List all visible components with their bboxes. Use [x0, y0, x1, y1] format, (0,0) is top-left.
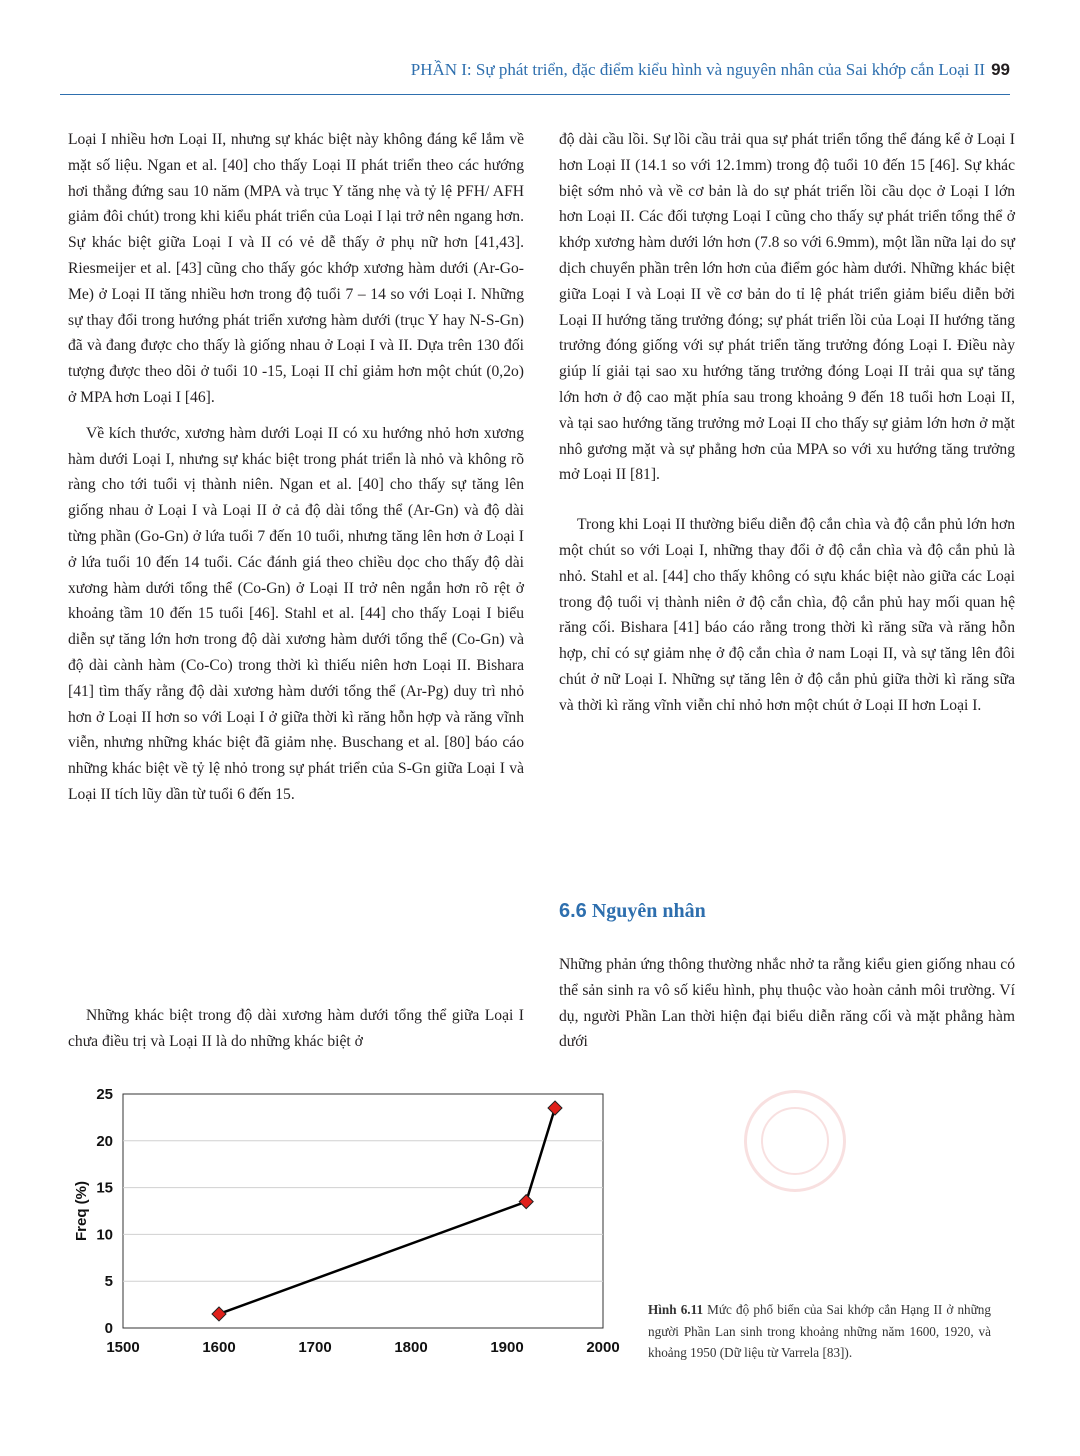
section-title: Nguyên nhân	[591, 900, 706, 922]
section-number: 6.6	[559, 900, 587, 922]
y-tick-label: 10	[96, 1226, 113, 1244]
page-number: 99	[991, 60, 1010, 79]
y-tick-label: 5	[104, 1273, 113, 1291]
right-column-top	[559, 127, 1015, 719]
y-tick-label: 0	[104, 1320, 113, 1337]
paragraph: Trong khi Loại II thường biểu diễn độ cắn chìa và độ cắn phủ lớn hơn một chút so với Loại I, những thay đổi ở độ cắn chìa và độ cắn phủ là nhỏ. Stahl et al. [44] cho thấy không có sựu khác biệt nào giữa các Loại trong độ tuổi vị thành niên ở độ cắn chìa, độ cắn phủ hay mối quan hệ răng cối. Bishara [41] báo cáo rằng trong thời kì răng sữa và răng hỗn hợp, chỉ có sự giảm nhẹ ở độ cắn chìa ở nam Loại II, và sự tăng lên đôi chút ở nữ Loại I. Những sự tăng lên ở độ cắn phủ giữa thời kì răng sữa và thời kì răng vĩnh viễn chỉ nhỏ hơn một chút ở Loại II hơn Loại I.	[559, 516, 1015, 714]
y-tick-label: 15	[96, 1179, 113, 1197]
figure-caption	[648, 1299, 991, 1364]
paragraph: Loại I nhiều hơn Loại II, nhưng sự khác biệt này không đáng kể lắm về mặt số liệu. Ngan et al. [40] cho thấy Loại II phát triển theo các hướng hơi thẳng đứng sau 10 năm (MPA và trục Y tăng nhẹ và tỷ lệ PFH/ AFH giảm đôi chút) trong khi kiểu phát triển của Loại I lại trở nên ngang hơn. Sự khác biệt giữa Loại I và II có vẻ dễ thấy ở phụ nữ hơn [41,43]. Riesmeijer et al. [43] cũng cho thấy góc khớp xương hàm dưới (Ar-Go-Me) ở Loại II tăng nhiều hơn trong độ tuổi 7 – 14 so với Loại I. Những sự thay đổi trong hướng phát triển xương hàm dưới (trục Y hay N-S-Gn) đã và đang được cho thấy là giống nhau ở Loại I và II. Dựa trên 130 đối tượng được theo dõi ở tuổi 10 -15, Loại II chỉ giảm hơn một chút (0,2o) ở MPA hơn Loại I [46].	[68, 131, 524, 406]
x-tick-labels	[106, 1339, 619, 1356]
left-column-top	[68, 127, 524, 808]
paragraph: Những khác biệt trong độ dài xương hàm dưới tổng thể giữa Loại I chưa điều trị và Loại II là do những khác biệt ở	[68, 1007, 524, 1050]
caption-label: Hình 6.11	[648, 1302, 704, 1317]
x-tick-label: 1900	[490, 1339, 524, 1356]
header-title: PHẦN I: Sự phát triển, đặc điểm kiểu hình và nguyên nhân của Sai khớp cắn Loại II	[410, 60, 986, 79]
y-tick-label: 25	[96, 1086, 113, 1103]
caption-text: Mức độ phổ biến của Sai khớp cắn Hạng II ở những người Phần Lan sinh trong khoảng những năm 1600, 1920, và khoảng 1950 (Dữ liệu từ Varrela [83]).	[648, 1302, 991, 1361]
paragraph: Những phản ứng thông thường nhắc nhở ta rằng kiểu gien giống nhau có thể sản sinh ra vô số kiểu hình, phụ thuộc vào hoàn cảnh môi trường. Ví dụ, người Phần Lan thời hiện đại biểu diễn răng cối và mặt phẳng hàm dưới	[559, 956, 1015, 1051]
section-heading	[559, 900, 706, 923]
paragraph: Về kích thước, xương hàm dưới Loại II có xu hướng nhỏ hơn xương hàm dưới Loại I, nhưng sự khác biệt trong phát triển là nhỏ và không rõ ràng cho tới tuổi vị thành niên. Ngan et al. [40] cho thấy sự tăng lên giống nhau ở Loại I và Loại II ở cả độ dài tổng thể (Ar-Gn) và độ dài từng phần (Go-Gn) ở lứa tuổi 7 đến 10 tuổi, nhưng tăng lên hơn ở Loại I ở lứa tuổi 10 đến 14 tuổi. Các đánh giá theo chiều dọc cho thấy độ dài xương hàm dưới tổng thể (Co-Gn) ở Loại II trở nên ngắn hơn rõ rệt ở khoảng tầm 10 đến 15 tuổi [46]. Stahl et al. [44] cho thấy Loại I biểu diễn sự tăng lớn hơn trong độ dài xương hàm dưới tổng thể (Co-Gn) và độ dài cành hàm (Co-Co) trong thời kì thiếu niên hơn Loại II. Bishara [41] tìm thấy rằng độ dài xương hàm dưới tổng thể (Ar-Pg) duy trì nhỏ hơn ở Loại II hơn so với Loại I ở giữa thời kì răng hỗn hợp và răng vĩnh viễn, nhưng những khác biệt đã giảm nhẹ. Buschang et al. [80] báo cáo những khác biệt về tỷ lệ nhỏ trong sự phát triển của S-Gn giữa Loại I và Loại II tích lũy dần từ tuổi 6 đến 15.	[68, 424, 524, 803]
x-tick-label: 1800	[394, 1339, 428, 1356]
left-column-bottom	[68, 1003, 524, 1055]
frequency-chart	[60, 1078, 620, 1378]
y-tick-labels	[96, 1086, 113, 1337]
y-axis-label: Freq (%)	[73, 1181, 90, 1241]
x-tick-label: 1600	[202, 1339, 236, 1356]
paragraph: độ dài cầu lồi. Sự lồi cầu trải qua sự phát triển tổng thể đáng kể ở Loại I hơn Loại II (14.1 so với 12.1mm) trong độ tuổi 10 đến 15 [46]. Sự khác biệt sớm nhỏ và về cơ bản là do sự phát triển lồi cầu dọc ở Loại I lớn hơn Loại II. Các đối tượng Loại I cũng cho thấy sự phát triển tổng thể ở khớp xương hàm dưới lớn hơn (7.8 so với 6.9mm), một lần nữa lại do sự dịch chuyển phần trên lớn hơn của điểm góc hàm dưới. Những khác biệt giữa Loại I và Loại II về cơ bản do tỉ lệ phát triển giảm biểu diễn bởi Loại II hướng tăng trưởng đóng; sự phát triển lồi của Loại II hướng tăng trưởng đóng giống với sự phát triển tăng trưởng đóng Loại I. Điều này giúp lí giải tại sao xu hướng tăng trưởng đóng Loại II trải qua sự tăng lớn hơn ở độ cao mặt phía sau trong khoảng 9 đến 18 tuổi hơn Loại II, và tại sao hướng tăng trưởng mở Loại II cho thấy sự giảm lớn hơn ở mặt nhô gương mặt và sự phẳng hơn của MPA so với xu hướng tăng trưởng mở Loại II [81].	[559, 131, 1015, 484]
plot-area	[123, 1094, 603, 1328]
x-tick-label: 2000	[586, 1339, 620, 1356]
running-header	[60, 60, 1010, 95]
watermark-stamp	[744, 1090, 846, 1192]
right-column-bottom	[559, 952, 1015, 1055]
x-tick-label: 1500	[106, 1339, 140, 1356]
x-tick-label: 1700	[298, 1339, 332, 1356]
y-tick-label: 20	[96, 1132, 113, 1150]
